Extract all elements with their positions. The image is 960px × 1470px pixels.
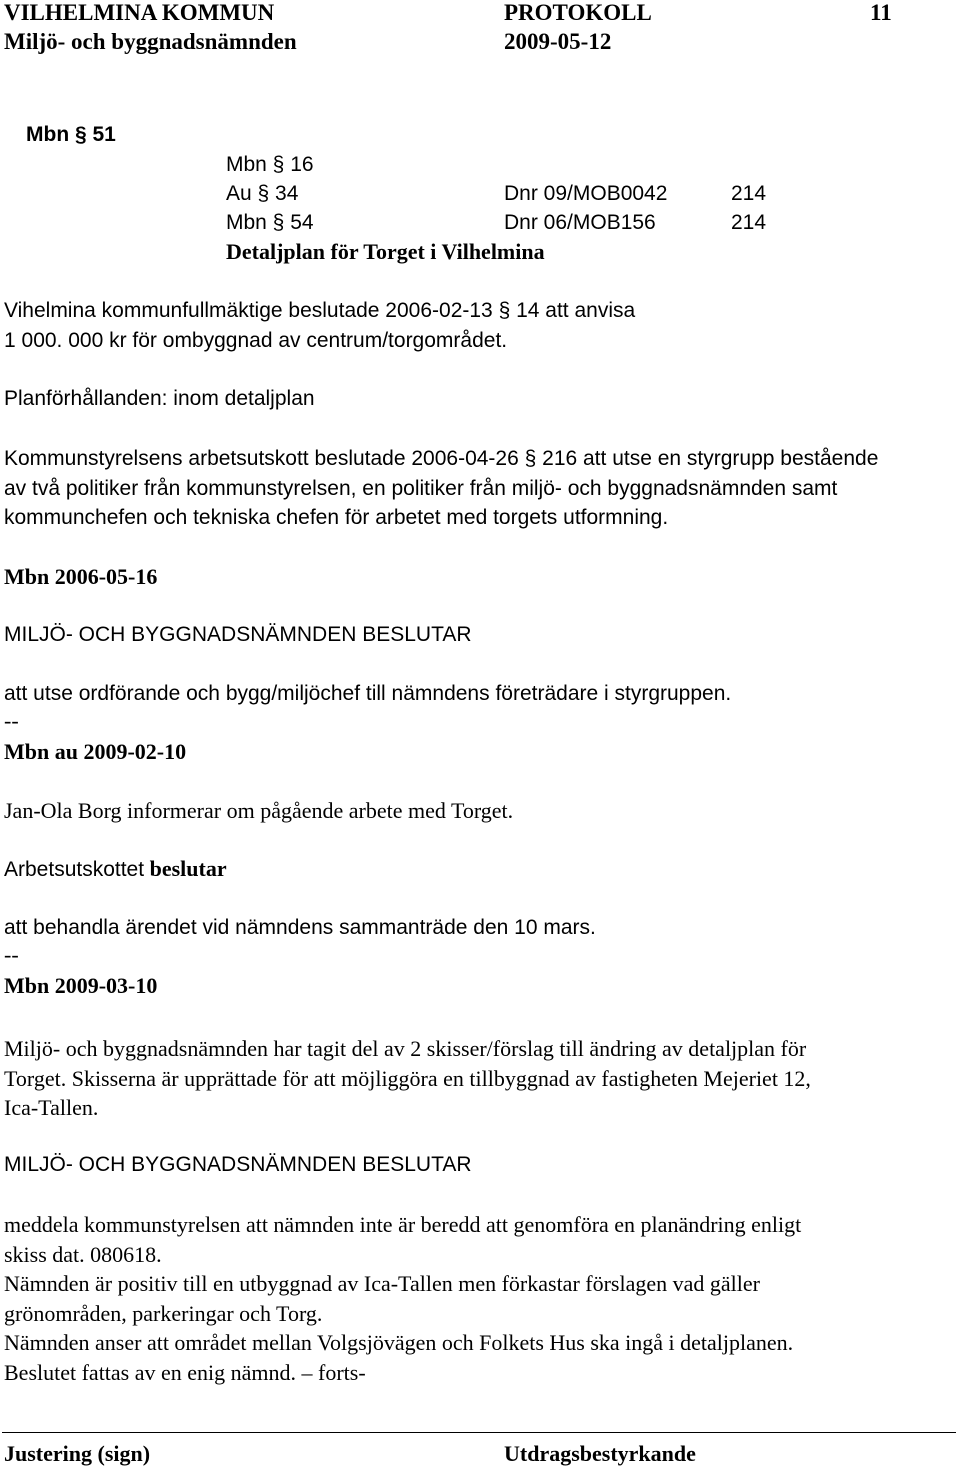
heading-beslutar-1: MILJÖ- OCH BYGGNADSNÄMNDEN BESLUTAR	[4, 623, 472, 646]
decision-1: att utse ordförande och bygg/miljöchef till nämndens företrädare i styrgruppen.	[4, 682, 732, 705]
subject-title: Detaljplan för Torget i Vilhelmina	[226, 239, 545, 264]
text-line: Nämnden anser att området mellan Volgsjövägen och Folkets Hus ska ingå i detaljplanen.	[4, 1330, 794, 1355]
text-line: kommunchefen och tekniska chefen för arbetet med torgets utformning.	[4, 506, 669, 529]
ref-mbn-16: Mbn § 16	[226, 153, 314, 176]
ref-dnr-2: Dnr 06/MOB156	[504, 211, 656, 234]
footer-utdrag: Utdragsbestyrkande	[504, 1441, 696, 1466]
heading-mbn-2009: Mbn 2009-03-10	[4, 973, 158, 998]
text-line: skiss dat. 080618.	[4, 1241, 162, 1267]
text-line: Beslutet fattas av en enig nämnd. – forts-	[4, 1359, 366, 1385]
text-line: grönområden, parkeringar och Torg.	[4, 1300, 323, 1326]
text-line: Nämnden är positiv till en utbyggnad av Ica-Tallen men förkastar förslagen vad gäller	[4, 1271, 760, 1296]
info-line: Jan-Ola Borg informerar om pågående arbete med Torget.	[4, 798, 514, 823]
separator-dash-1: --	[4, 708, 19, 733]
au-beslutar: beslutar	[149, 856, 227, 881]
header-page-number: 11	[870, 0, 892, 25]
ref-dnr-1: Dnr 09/MOB0042	[504, 182, 668, 205]
ref-code-2: 214	[731, 211, 767, 234]
text-line: Kommunstyrelsens arbetsutskott beslutade 2006-04-26 § 216 att utse en styrgrupp bestående	[4, 447, 879, 470]
header-committee: Miljö- och byggnadsnämnden	[4, 29, 297, 54]
text-line: Torget. Skisserna är upprättade för att möjliggöra en tillbyggnad av fastigheten Mejeriet 12,	[4, 1065, 811, 1091]
footer-rule	[2, 1432, 956, 1433]
heading-mbn-2006: Mbn 2006-05-16	[4, 564, 158, 589]
text-line: av två politiker från kommunstyrelsen, en politiker från miljö- och byggnadsnämnden samt	[4, 476, 838, 500]
decision-2: att behandla ärendet vid nämndens sammanträde den 10 mars.	[4, 916, 596, 939]
text-line: meddela kommunstyrelsen att nämnden inte är beredd att genomföra en planändring enligt	[4, 1212, 802, 1237]
text-line: 1 000. 000 kr för ombyggnad av centrum/torgområdet.	[4, 328, 508, 352]
plan-status: Planförhållanden: inom detaljplan	[4, 387, 315, 410]
decision-3	[4, 1210, 954, 1387]
ref-mbn-54: Mbn § 54	[226, 211, 314, 234]
paragraph-ks-decision	[4, 444, 954, 533]
header-date: 2009-05-12	[504, 29, 612, 54]
ref-code-1: 214	[731, 182, 767, 205]
paragraph-number: Mbn § 51	[26, 123, 116, 146]
header-municipality: VILHELMINA KOMMUN	[4, 0, 275, 25]
text-line: Vihelmina kommunfullmäktige beslutade 2006-02-13 § 14 att anvisa	[4, 299, 636, 322]
separator-dash-2: --	[4, 942, 19, 967]
au-beslutar-line	[4, 858, 227, 880]
text-line: Ica-Tallen.	[4, 1095, 99, 1120]
paragraph-kf-decision	[4, 296, 954, 355]
header-doc-type: PROTOKOLL	[504, 0, 652, 25]
text-line: Miljö- och byggnadsnämnden har tagit del av 2 skisser/förslag till ändring av detaljplan för	[4, 1036, 807, 1061]
au-label: Arbetsutskottet	[4, 858, 145, 881]
heading-beslutar-2: MILJÖ- OCH BYGGNADSNÄMNDEN BESLUTAR	[4, 1153, 472, 1176]
heading-mbn-au-2009: Mbn au 2009-02-10	[4, 739, 187, 764]
ref-au-34: Au § 34	[226, 182, 299, 205]
footer-justering: Justering (sign)	[4, 1441, 151, 1466]
paragraph-skisser	[4, 1034, 954, 1123]
